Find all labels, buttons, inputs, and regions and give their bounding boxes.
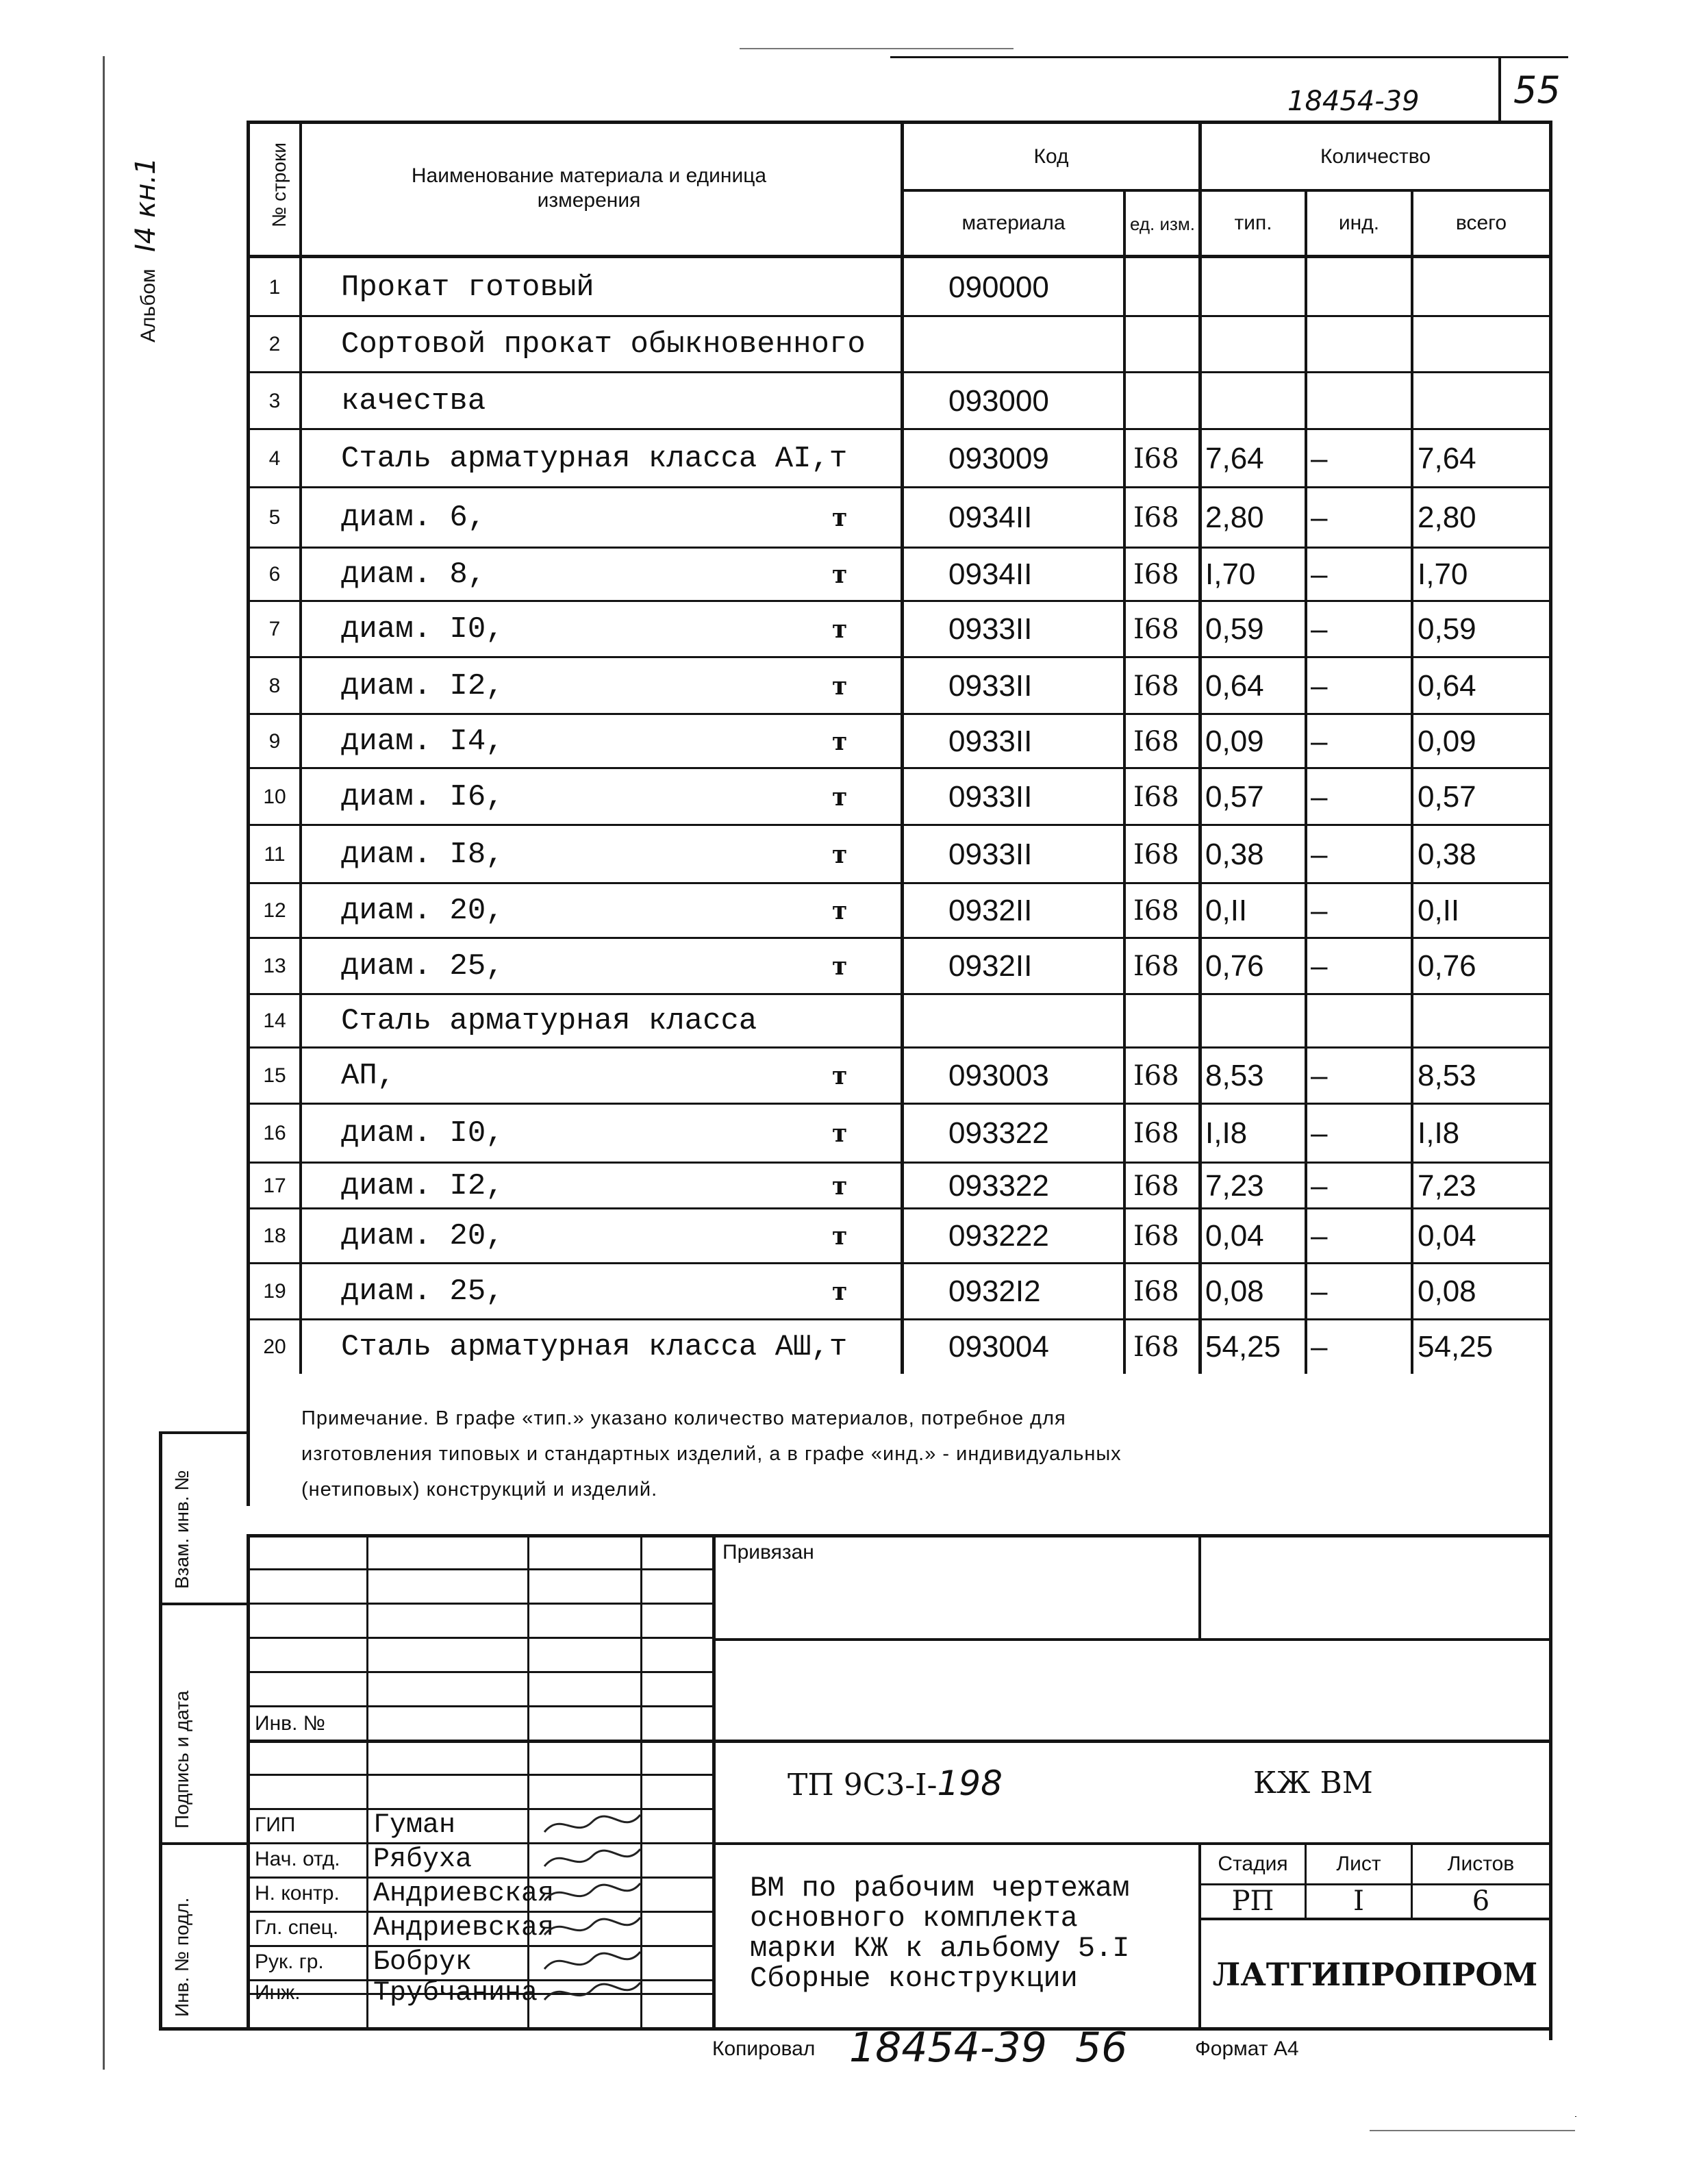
qty-ind: – [1311, 837, 1328, 871]
unit-code: I68 [1133, 1060, 1179, 1092]
qty-total: 0,38 [1418, 837, 1476, 871]
signature-scribble [541, 1877, 644, 1911]
row-number: 15 [263, 1064, 286, 1087]
material-name: диам. I0, [341, 1116, 504, 1151]
unit-mark [832, 258, 873, 316]
qty-typ: 0,04 [1205, 1219, 1264, 1253]
header-code-group: Код [1033, 145, 1069, 168]
doc-title-line-4: Сборные конструкции [750, 1962, 1078, 1995]
role-label: Н. контр. [255, 1882, 340, 1905]
qty-total: 0,08 [1418, 1275, 1476, 1308]
header-row-no: № строки [268, 142, 290, 227]
qty-total: I,I8 [1418, 1116, 1460, 1150]
role-label: ГИП [255, 1813, 296, 1836]
footer-hand-number: 18454-39 [849, 2024, 1047, 2072]
unit-code: I68 [1133, 1331, 1179, 1363]
table-top-border [247, 121, 1552, 124]
unit-code: I68 [1133, 614, 1179, 645]
qty-typ [1205, 258, 1305, 316]
material-code [948, 994, 1120, 1048]
qty-ind: – [1311, 441, 1328, 475]
unit-code [1133, 994, 1198, 1048]
signature-scribble [541, 1842, 644, 1877]
role-label: Гл. спец. [255, 1916, 339, 1939]
unit-code: I68 [1133, 559, 1179, 590]
unit-mark: т [832, 896, 848, 925]
stamp-grid-line [247, 1568, 712, 1570]
doc-title [750, 1873, 1130, 1994]
stage-label: Стадия [1218, 1853, 1288, 1875]
row-number: 17 [263, 1174, 286, 1197]
material-name: качества [341, 384, 486, 418]
qty-ind: – [1311, 949, 1328, 983]
qty-typ: 7,64 [1205, 441, 1264, 475]
row-number: 8 [268, 674, 281, 697]
unit-mark: т [832, 1222, 848, 1251]
unit-mark [832, 373, 873, 429]
material-name: Сортовой прокат обыкновенного [341, 327, 866, 362]
qty-typ: 54,25 [1205, 1329, 1281, 1364]
sheet-value: I [1353, 1885, 1364, 1917]
qty-typ [1205, 316, 1305, 373]
unit-mark: т [832, 615, 848, 644]
qty-ind: – [1311, 724, 1328, 758]
material-code: 093222 [948, 1219, 1049, 1253]
page-number-line [890, 56, 1568, 58]
qty-ind: – [1311, 501, 1328, 534]
unit-mark: т [832, 952, 848, 981]
qty-ind [1311, 316, 1411, 373]
unit-mark: т [832, 840, 848, 869]
stamp-grid-line [247, 1637, 712, 1639]
row-number: 3 [268, 389, 281, 412]
album-label-text: Альбом [137, 268, 160, 342]
qty-typ: 0,II [1205, 894, 1248, 927]
qty-total: 0,04 [1418, 1219, 1476, 1253]
left-margin-line [103, 56, 105, 2070]
page-number: 55 [1513, 68, 1561, 112]
qty-typ: I,I8 [1205, 1116, 1248, 1150]
note [301, 1401, 1122, 1507]
role-label: Рук. гр. [255, 1950, 324, 1973]
unit-code: I68 [1133, 1220, 1179, 1252]
row-number: 13 [263, 955, 286, 977]
material-name: диам. 25, [341, 1275, 504, 1309]
material-code: 0933II [948, 837, 1033, 871]
qty-total [1418, 258, 1549, 316]
material-code: 0932II [948, 949, 1033, 983]
material-name: диам. 20, [341, 894, 504, 928]
doc-title-line-2: основного комплекта [750, 1902, 1078, 1935]
qty-ind [1311, 994, 1411, 1048]
material-code: 0933II [948, 612, 1033, 646]
unit-mark: т [832, 1119, 848, 1148]
qty-typ: 0,38 [1205, 837, 1264, 871]
unit-code: I68 [1133, 442, 1179, 475]
unit-mark: т [832, 782, 848, 812]
material-name: АП, [341, 1059, 396, 1093]
unit-code: I68 [1133, 1170, 1179, 1202]
unit-mark: т [832, 671, 848, 701]
organization: ЛАТГИПРОПРОМ [1212, 1955, 1538, 1993]
unit-code [1133, 316, 1198, 373]
doc-mark: КЖ ВМ [1253, 1766, 1373, 1800]
qty-total: 2,80 [1418, 501, 1476, 534]
unit-code: I68 [1133, 1276, 1179, 1307]
qty-total: 0,59 [1418, 612, 1476, 646]
material-code: 0933II [948, 724, 1033, 758]
doc-code-printed: ТП 9С3-I- [788, 1768, 937, 1803]
doc-code-handwritten: 198 [937, 1763, 1003, 1803]
qty-total: 7,23 [1418, 1168, 1476, 1203]
qty-ind: – [1311, 612, 1328, 646]
note-line-1: Примечание. В графе «тип.» указано количество материалов, потребное для [301, 1407, 1066, 1429]
row-number: 4 [268, 447, 281, 470]
doc-title-line-3: марки КЖ к альбому 5.I [750, 1932, 1130, 1965]
stamp-grid-line [247, 1705, 712, 1707]
unit-code: I68 [1133, 670, 1179, 702]
material-name: диам. I8, [341, 837, 504, 872]
qty-total: 8,53 [1418, 1059, 1476, 1092]
header-name: Наименование материала и единица измерения [411, 164, 767, 212]
header-ind: инд. [1338, 212, 1380, 234]
unit-code [1133, 258, 1198, 316]
unit-mark: т [832, 1171, 848, 1201]
unit-code: I68 [1133, 725, 1179, 757]
doc-code [788, 1763, 1003, 1803]
qty-ind: – [1311, 557, 1328, 591]
stage-value: РП [1231, 1885, 1274, 1917]
material-name: диам. 20, [341, 1219, 504, 1253]
qty-total: 54,25 [1418, 1329, 1494, 1364]
qty-total [1418, 316, 1549, 373]
role-name: Трубчанина [373, 1977, 538, 2009]
material-code: 093000 [948, 384, 1049, 418]
header-total: всего [1455, 212, 1507, 234]
material-code: 093009 [948, 441, 1049, 475]
material-code: 090000 [948, 270, 1049, 304]
signature-scribble [541, 1911, 644, 1945]
qty-ind: – [1311, 1275, 1328, 1308]
unit-code: I68 [1133, 951, 1179, 982]
qty-typ: 0,09 [1205, 724, 1264, 758]
header-typ: тип. [1234, 212, 1272, 234]
qty-total: 0,57 [1418, 779, 1476, 814]
material-name: Сталь арматурная класса АI,т [341, 441, 848, 476]
qty-typ: 0,76 [1205, 949, 1264, 983]
unit-mark: т [832, 727, 848, 756]
material-code: 093322 [948, 1168, 1049, 1203]
row-number: 10 [263, 785, 286, 808]
material-code: 0934II [948, 501, 1033, 534]
stamp-top-border [247, 1534, 1552, 1537]
qty-typ: 0,64 [1205, 668, 1264, 703]
qty-typ: 0,59 [1205, 612, 1264, 646]
material-code: 093322 [948, 1116, 1049, 1150]
qty-total: 0,II [1418, 894, 1460, 927]
stamp-grid-line [247, 1774, 712, 1776]
note-line-3: (нетиповых) конструкций и изделий. [301, 1479, 658, 1501]
unit-mark: т [832, 503, 848, 532]
unit-mark: т [832, 560, 848, 589]
sheets-value: 6 [1472, 1885, 1490, 1917]
qty-total [1418, 994, 1549, 1048]
row-number: 16 [263, 1122, 286, 1144]
role-label: Нач. отд. [255, 1848, 340, 1870]
doc-number-top: 18454-39 [1287, 86, 1420, 117]
qty-ind: – [1311, 894, 1328, 927]
qty-ind: – [1311, 1059, 1328, 1092]
unit-code: I68 [1133, 838, 1179, 870]
qty-ind [1311, 373, 1411, 429]
material-name: диам. 6, [341, 501, 486, 535]
kopiroval-label: Копировал [712, 2037, 816, 2060]
unit-code: I68 [1133, 781, 1179, 813]
unit-code [1133, 373, 1198, 429]
unit-mark [832, 316, 873, 373]
qty-ind [1311, 258, 1411, 316]
row-number: 2 [268, 333, 281, 355]
album-label [130, 158, 162, 342]
qty-typ: I,70 [1205, 557, 1256, 591]
material-code: 0933II [948, 668, 1033, 703]
role-name: Бобрук [373, 1946, 473, 1978]
row-number: 1 [268, 275, 281, 299]
qty-typ: 2,80 [1205, 501, 1264, 534]
sheet-label: Лист [1336, 1853, 1381, 1875]
stamp-grid-line [247, 1671, 712, 1673]
qty-ind: – [1311, 779, 1328, 814]
inv-no-label: Инв. № [255, 1712, 325, 1735]
row-number: 12 [263, 899, 286, 922]
material-name: диам. I0, [341, 612, 504, 647]
row-number: 6 [268, 563, 281, 586]
row-number: 14 [263, 1009, 286, 1032]
side-inv-podl: Инв. № подл. [171, 1897, 192, 2017]
stamp-grid-line [247, 1603, 712, 1605]
row-number: 5 [268, 506, 281, 529]
material-name: диам. I2, [341, 668, 504, 703]
material-code: 0933II [948, 779, 1033, 814]
row-number: 7 [268, 618, 281, 640]
header-qty-group: Количество [1320, 145, 1431, 168]
header-material: материала [961, 212, 1066, 234]
material-name: диам. I4, [341, 724, 504, 759]
material-code: 093003 [948, 1059, 1049, 1092]
signature-scribble [541, 1808, 644, 1842]
signature-scribble [541, 1976, 644, 2010]
role-name: Гуман [373, 1809, 456, 1841]
row-number: 9 [268, 729, 281, 753]
format-label: Формат А4 [1195, 2037, 1299, 2060]
qty-total: 0,64 [1418, 668, 1476, 703]
row-number: 19 [263, 1280, 286, 1303]
table-right-border [1549, 121, 1552, 2040]
qty-typ: 0,57 [1205, 779, 1264, 814]
material-name: Сталь арматурная класса [341, 1004, 757, 1038]
qty-typ: 7,23 [1205, 1168, 1264, 1203]
note-line-2: изготовления типовых и стандартных изделий, а в графе «инд.» - индивидуальных [301, 1443, 1122, 1465]
material-name: диам. I6, [341, 779, 504, 814]
role-label: Инж. [255, 1981, 301, 2004]
side-strip-border [159, 1431, 162, 2031]
unit-mark: т [832, 1277, 848, 1306]
qty-typ [1205, 994, 1305, 1048]
sheets-label: Листов [1447, 1853, 1515, 1875]
row-number: 20 [263, 1335, 286, 1358]
header-unit: ед. изм. [1129, 214, 1196, 234]
role-name: Рябуха [373, 1844, 473, 1875]
material-code: 0932II [948, 894, 1033, 927]
qty-typ [1205, 373, 1305, 429]
unit-mark: т [832, 1062, 848, 1090]
qty-typ: 8,53 [1205, 1059, 1264, 1092]
row-number: 18 [263, 1225, 286, 1247]
unit-code: I68 [1133, 1118, 1179, 1149]
material-name: Сталь арматурная класса АШ,т [341, 1329, 848, 1364]
qty-ind: – [1311, 1116, 1328, 1150]
qty-total: 0,09 [1418, 724, 1476, 758]
qty-total: 7,64 [1418, 441, 1476, 475]
album-value: I4 кн.1 [130, 157, 162, 253]
qty-ind: – [1311, 1329, 1328, 1364]
side-podpis: Подпись и дата [171, 1690, 192, 1829]
signature-scribble [541, 1945, 644, 1979]
material-code: 0932I2 [948, 1275, 1041, 1308]
material-code [948, 316, 1120, 373]
qty-typ: 0,08 [1205, 1275, 1264, 1308]
material-name: Прокат готовый [341, 270, 594, 305]
qty-ind: – [1311, 1219, 1328, 1253]
qty-total: 0,76 [1418, 949, 1476, 983]
side-vzam: Взам. инв. № [171, 1470, 192, 1589]
unit-code: I68 [1133, 895, 1179, 927]
material-code: 093004 [948, 1329, 1049, 1364]
footer-hand-page: 56 [1075, 2024, 1128, 2072]
role-name: Андриевская [373, 1878, 555, 1909]
qty-ind: – [1311, 668, 1328, 703]
material-name: диам. 8, [341, 557, 486, 592]
row-number: 11 [264, 842, 286, 866]
unit-mark [832, 1320, 873, 1374]
qty-ind: – [1311, 1168, 1328, 1203]
material-name: диам. 25, [341, 949, 504, 983]
material-name: диам. I2, [341, 1168, 504, 1203]
role-name: Андриевская [373, 1912, 555, 1944]
unit-mark [832, 994, 873, 1048]
qty-total [1418, 373, 1549, 429]
unit-code: I68 [1133, 502, 1179, 534]
privyazan-label: Привязан [722, 1541, 814, 1564]
material-code: 0934II [948, 557, 1033, 591]
unit-mark [832, 429, 873, 488]
doc-title-line-1: ВМ по рабочим чертежам [750, 1872, 1130, 1905]
qty-total: I,70 [1418, 557, 1468, 591]
page-number-divider [1498, 56, 1501, 121]
